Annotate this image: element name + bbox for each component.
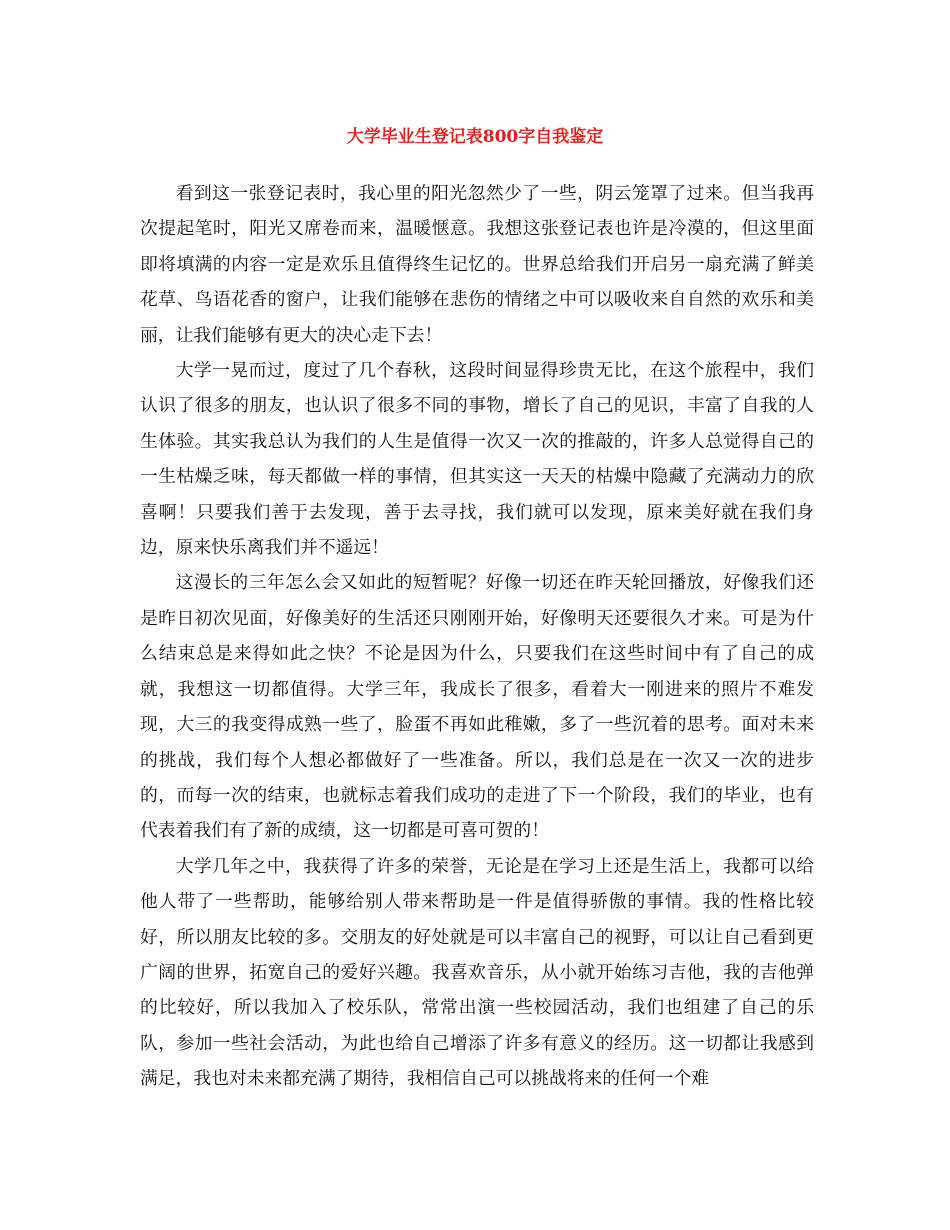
paragraph-4: 大学几年之中，我获得了许多的荣誉，无论是在学习上还是生活上，我都可以给他人带了一些帮助，能够给别人带来帮助是一件是值得骄傲的事情。我的性格比较好，所以朋友比较的多。交朋友的好处就是可以丰富自己的视野，可以让自己看到更广阔的世界，拓宽自己的爱好兴趣。我喜欢音乐，从小就开始练习吉他，我的吉他弹的比较好，所以我加入了校乐队，常常出演一些校园活动，我们也组建了自己的乐队，参加一些社会活动，为此也给自己增添了许多有意义的经历。这一切都让我感到满足，我也对未来都充满了期待，我相信自己可以挑战将来的任何一个难 — [140, 855, 814, 1090]
document-title: 大学毕业生登记表800字自我鉴定 — [346, 127, 604, 147]
paragraph-3: 这漫长的三年怎么会又如此的短暂呢？好像一切还在昨天轮回播放，好像我们还是昨日初次见面，好像美好的生活还只刚刚开始，好像明天还要很久才来。可是为什么结束总是来得如此之快？不论是因为什么，只要我们在这些时间中有了自己的成就，我想这一切都值得。大学三年，我成长了很多，看着大一刚进来的照片不难发现，大三的我变得成熟一些了，脸蛋不再如此稚嫩，多了一些沉着的思考。面对未来的挑战，我们每个人想必都做好了一些准备。所以，我们总是在一次又一次的进步的，而每一次的结束，也就标志着我们成功的走进了下一个阶段，我们的毕业，也有代表着我们有了新的成绩，这一切都是可喜可贺的！ — [140, 572, 814, 842]
document-body — [140, 176, 814, 1097]
paragraph-1: 看到这一张登记表时，我心里的阳光忽然少了一些，阴云笼罩了过来。但当我再次提起笔时，阳光又席卷而来，温暖惬意。我想这张登记表也许是冷漠的，但这里面即将填满的内容一定是欢乐且值得终生记忆的。世界总给我们开启另一扇充满了鲜美花草、鸟语花香的窗户，让我们能够在悲伤的情绪之中可以吸收来自自然的欢乐和美丽，让我们能够有更大的决心走下去！ — [140, 183, 814, 346]
paragraph-2: 大学一晃而过，度过了几个春秋，这段时间显得珍贵无比，在这个旅程中，我们认识了很多的朋友，也认识了很多不同的事物，增长了自己的见识，丰富了自我的人生体验。其实我总认为我们的人生是值得一次又一次的推敲的，许多人总觉得自己的一生枯燥乏味，每天都做一样的事情，但其实这一天天的枯燥中隐藏了充满动力的欣喜啊！只要我们善于去发现，善于去寻找，我们就可以发现，原来美好就在我们身边，原来快乐离我们并不遥远！ — [140, 360, 814, 559]
